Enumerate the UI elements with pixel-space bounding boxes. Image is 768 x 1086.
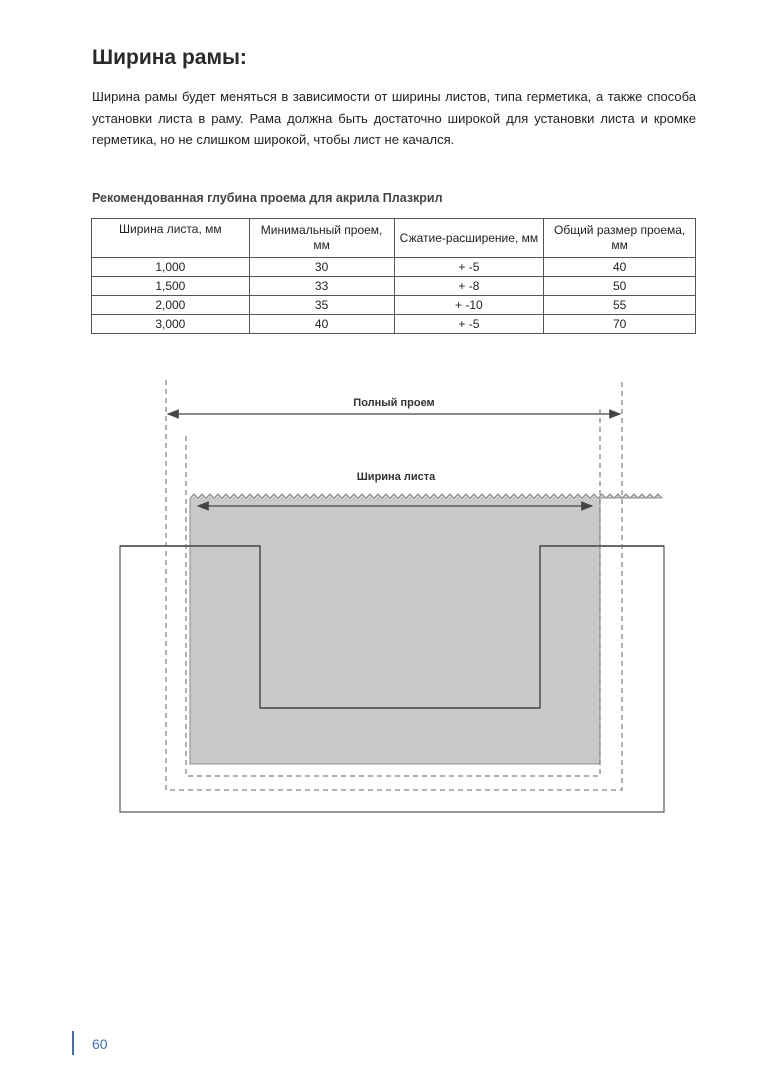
acrylic-sheet	[190, 494, 662, 764]
cell-total-size: 40	[544, 258, 696, 277]
intro-paragraph: Ширина рамы будет меняться в зависимости от ширины листов, типа герметика, а также способа установки листа в раму. Рама должна быть достаточно широкой для установки листа и кромке герметика, но не слишком широкой, чтобы лист не качался.	[92, 89, 696, 147]
cell-min-opening: 35	[249, 296, 394, 315]
cell-expansion: + -8	[394, 277, 544, 296]
sheet-width-label: Ширина листа	[356, 471, 436, 483]
cell-sheet-width: 2,000	[92, 296, 250, 315]
page-number: 60	[92, 1036, 108, 1052]
cell-min-opening: 33	[249, 277, 394, 296]
header-expansion: Сжатие-расширение, мм	[394, 219, 544, 258]
frame-diagram	[0, 360, 768, 840]
cell-total-size: 55	[544, 296, 696, 315]
header-total-size: Общий размер проема, мм	[544, 219, 696, 258]
cell-expansion: + -5	[394, 315, 544, 334]
cell-total-size: 50	[544, 277, 696, 296]
cell-expansion: + -5	[394, 258, 544, 277]
cell-expansion: + -10	[394, 296, 544, 315]
table-row	[92, 258, 696, 277]
table-row	[92, 296, 696, 315]
table-row	[92, 315, 696, 334]
cell-min-opening: 30	[249, 258, 394, 277]
page-title: Ширина рамы:	[92, 46, 247, 69]
cell-sheet-width: 1,000	[92, 258, 250, 277]
cell-total-size: 70	[544, 315, 696, 334]
cell-min-opening: 40	[249, 315, 394, 334]
page-number-accent	[72, 1031, 74, 1055]
cell-sheet-width: 3,000	[92, 315, 250, 334]
header-min-opening: Минимальный проем, мм	[249, 219, 394, 258]
opening-depth-table	[91, 218, 696, 334]
full-opening-label: Полный проем	[353, 397, 435, 409]
table-row	[92, 277, 696, 296]
table-caption: Рекомендованная глубина проема для акрила Плазкрил	[92, 191, 443, 205]
cell-sheet-width: 1,500	[92, 277, 250, 296]
header-sheet-width: Ширина листа, мм	[92, 219, 250, 258]
table-header-row	[92, 219, 696, 258]
